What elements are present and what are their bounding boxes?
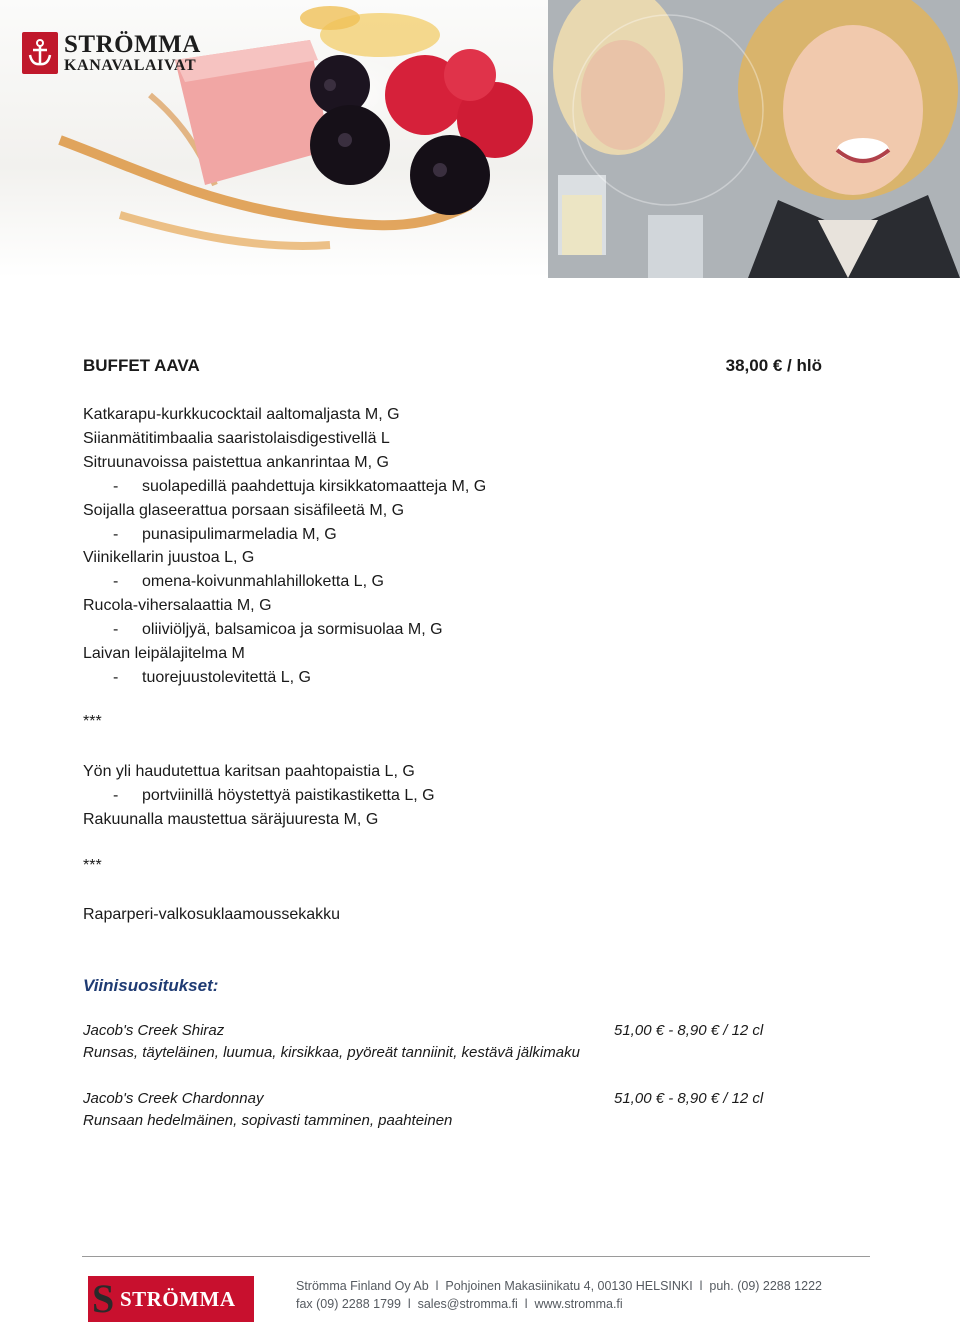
stromma-footer-logo	[88, 1276, 254, 1322]
course-separator: ***	[83, 857, 102, 874]
menu-subitem-text: tuorejuustolevitettä L, G	[142, 668, 311, 686]
menu-item: Siianmätitimbaalia saaristolaisdigestivellä L	[83, 429, 390, 447]
menu-item: Laivan leipälajitelma M	[83, 645, 245, 663]
menu-item: Viinikellarin juustoa L, G	[83, 549, 255, 567]
footer-logo-name: STRÖMMA	[120, 1287, 236, 1311]
logo-subtitle: KANAVALAIVAT	[64, 57, 197, 74]
menu-subitem-text: punasipulimarmeladia M, G	[142, 525, 337, 543]
starter-list	[83, 403, 486, 690]
course-separator: ***	[83, 713, 102, 730]
company-contact-info	[296, 1277, 822, 1313]
menu-subitem	[83, 618, 486, 642]
menu-title: BUFFET AAVA	[83, 356, 200, 375]
wine-price: 51,00 € - 8,90 € / 12 cl	[614, 1090, 764, 1107]
wine-name: Jacob's Creek Shiraz	[83, 1022, 225, 1039]
wine-price: 51,00 € - 8,90 € / 12 cl	[614, 1022, 764, 1039]
menu-subitem	[83, 475, 486, 499]
menu-subitem	[83, 784, 435, 808]
people-photo	[548, 0, 960, 278]
menu-subitem-text: oliiviöljyä, balsamicoa ja sormisuolaa M, G	[142, 621, 443, 639]
menu-subitem-text: portviinillä höystettyä paistikastiketta L, G	[142, 786, 435, 804]
menu-subitem-text: suolapedillä paahdettuja kirsikkatomaatteja M, G	[142, 477, 487, 495]
menu-subitem	[83, 570, 486, 594]
menu-item: Rakuunalla maustettua säräjuuresta M, G	[83, 810, 379, 828]
menu-item: Yön yli haudutettua karitsan paahtopaistia L, G	[83, 763, 415, 780]
wine-description: Runsaan hedelmäinen, sopivasti tamminen, paahteinen	[83, 1112, 453, 1129]
people-illustration	[548, 0, 960, 278]
anchor-icon	[22, 32, 58, 74]
menu-item: Sitruunavoissa paistettua ankanrintaa M, G	[83, 453, 389, 471]
menu-subitem	[83, 666, 486, 690]
dessert-item: Raparperi-valkosuklaamoussekakku	[83, 906, 341, 923]
s-mark-icon: S	[92, 1276, 115, 1321]
menu-subitem	[83, 523, 486, 547]
contact-line-email: fax (09) 2288 1799 l sales@stromma.fi l www.stromma.fi	[296, 1297, 623, 1311]
menu-item: Katkarapu-kurkkucocktail aaltomaljasta M, G	[83, 406, 400, 423]
menu-item: Rucola-vihersalaattia M, G	[83, 597, 272, 615]
footer-divider	[82, 1256, 870, 1257]
wine-description: Runsas, täyteläinen, luumua, kirsikkaa, pyöreät tanniinit, kestävä jälkimaku	[83, 1044, 580, 1061]
main-course-list	[83, 760, 435, 832]
dessert-photo	[0, 0, 548, 278]
wine-name: Jacob's Creek Chardonnay	[83, 1090, 264, 1107]
wine-heading: Viinisuositukset:	[83, 976, 219, 995]
stromma-kanavalaivat-logo	[22, 32, 210, 76]
menu-price: 38,00 € / hlö	[725, 356, 822, 375]
menu-subitem-text: omena-koivunmahlahilloketta L, G	[142, 573, 384, 591]
logo-name: STRÖMMA	[64, 31, 201, 58]
contact-line-address: Strömma Finland Oy Ab l Pohjoinen Makasiinikatu 4, 00130 HELSINKI l puh. (09) 2288 1222	[296, 1279, 822, 1293]
menu-item: Soijalla glaseerattua porsaan sisäfileetä M, G	[83, 501, 405, 519]
